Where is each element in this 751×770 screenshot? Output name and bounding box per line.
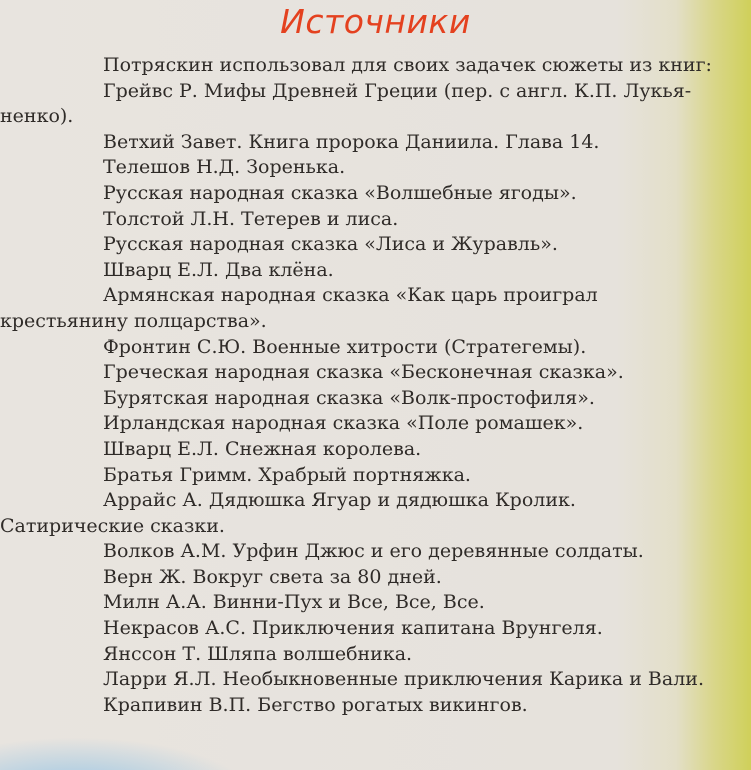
source-item: Телешов Н.Д. Зоренька.	[103, 156, 346, 179]
source-item: Ларри Я.Л. Необыкновенные приключения Карика и Вали.	[103, 668, 704, 691]
intro-text: Потряскин использовал для своих задачек сюжеты из книг:	[103, 54, 712, 76]
source-item: Русская народная сказка «Лиса и Журавль».	[103, 233, 558, 256]
page-title: Источники	[280, 2, 471, 41]
source-item: Греческая народная сказка «Бесконечная сказка».	[103, 361, 624, 384]
source-item: Толстой Л.Н. Тетерев и лиса.	[103, 207, 399, 230]
source-item: Крапивин В.П. Бегство рогатых викингов.	[103, 693, 528, 716]
source-item: Милн А.А. Винни-Пух и Все, Все, Все.	[103, 591, 485, 614]
source-item: Грейвс Р. Мифы Древней Греции (пер. с англ. К.П. Лукья-ненко).	[0, 79, 692, 128]
source-item: Армянская народная сказка «Как царь проиграл крестьянину полцарства».	[0, 284, 598, 332]
source-item: Ирландская народная сказка «Поле ромашек».	[103, 412, 584, 435]
source-item: Янссон Т. Шляпа волшебника.	[103, 642, 413, 665]
source-item: Волков А.М. Урфин Джюс и его деревянные солдаты.	[103, 540, 644, 563]
source-item: Шварц Е.Л. Два клёна.	[103, 258, 334, 281]
source-item: Братья Гримм. Храбрый портняжка.	[103, 463, 471, 486]
source-item: Аррайс А. Дядюшка Ягуар и дядюшка Кролик. Сатирические сказки.	[0, 489, 576, 537]
source-item: Некрасов А.С. Приключения капитана Врунгеля.	[103, 617, 603, 640]
source-item: Бурятская народная сказка «Волк-простофиля».	[103, 386, 595, 409]
source-item: Верн Ж. Вокруг света за 80 дней.	[103, 565, 442, 588]
source-item: Русская народная сказка «Волшебные ягоды».	[103, 181, 577, 204]
sources-list	[0, 53, 723, 718]
source-item: Ветхий Завет. Книга пророка Даниила. Глава 14.	[103, 130, 600, 153]
source-item: Шварц Е.Л. Снежная королева.	[103, 437, 422, 460]
source-item: Фронтин С.Ю. Военные хитрости (Стратегемы).	[103, 335, 587, 358]
